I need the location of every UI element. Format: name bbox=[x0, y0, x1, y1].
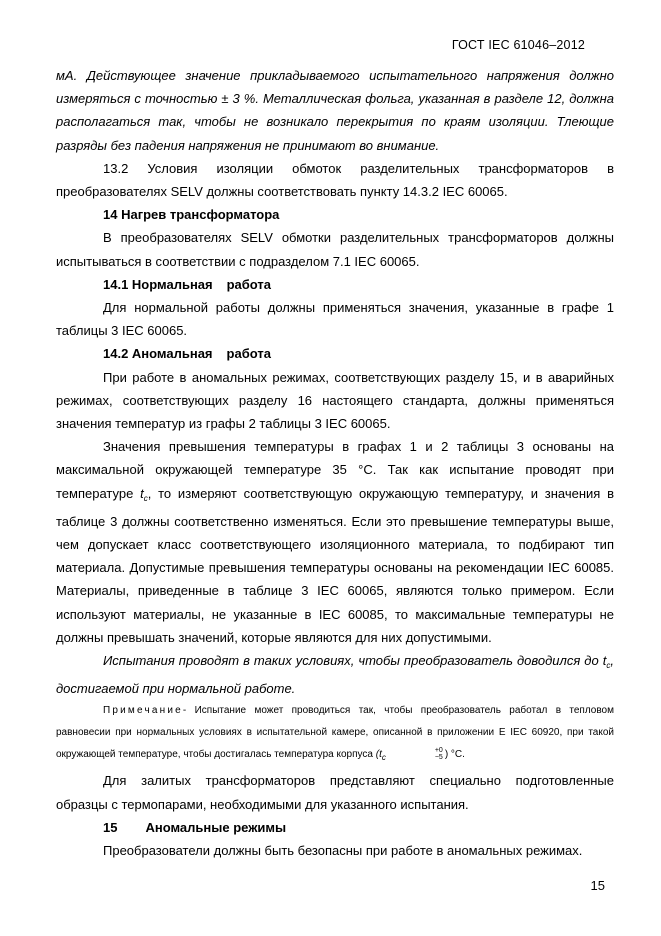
paragraph-temperature-rise-a: Значения превышения температуры в графах 1 и 2 таблицы 3 основаны на максимальной окружающей температуре 35 °С. Так как испытание проводят при температуре bbox=[56, 439, 614, 501]
page-number: 15 bbox=[590, 878, 605, 893]
symbol-tc-sub: c bbox=[143, 493, 148, 503]
note-dash: - bbox=[182, 705, 187, 717]
note-formula-open: (t bbox=[375, 749, 382, 761]
document-code: ГОСТ IEC 61046–2012 bbox=[451, 38, 585, 52]
paragraph-14-1: Для нормальной работы должны применяться значения, указанные в графе 1 таблицы 3 IEC 60065. bbox=[56, 300, 614, 339]
paragraph-test-voltage: мА. Действующее значение прикладываемого испытательного напряжения должно измеряться с точностью ± 3 %. Металлическая фольга, указанная в разделе 12, должна располагаться так, чтобы не возникало перекрытия по краям изоляции. Тлеющие разряды без падения напряжения не принимают во внимание. bbox=[56, 68, 614, 153]
symbol-tc-t: t bbox=[140, 485, 144, 501]
note-label: Примечание bbox=[103, 705, 183, 717]
heading-15 bbox=[56, 816, 614, 839]
paragraph-test-conditions bbox=[56, 649, 614, 700]
paragraph-test-conditions-b: , достигаемой при нормальной работе. bbox=[56, 653, 614, 697]
paragraph-temperature-rise bbox=[56, 435, 614, 649]
heading-14-2-word: работа bbox=[226, 346, 271, 362]
heading-14-1 bbox=[56, 273, 614, 296]
symbol-tc bbox=[140, 486, 148, 501]
note-tolerance-minus: −5 bbox=[434, 754, 443, 762]
paragraph-test-conditions-a: Испытания проводят в таких условиях, чтобы преобразователь доводился до bbox=[103, 653, 603, 669]
heading-15-title: Аномальные режимы bbox=[145, 819, 287, 835]
symbol-tc-2-t: t bbox=[602, 653, 607, 669]
note-formula-sub: c bbox=[381, 753, 386, 763]
paragraph-potted-transformers: Для залитых трансформаторов представляют специально подготовленные образцы с термопарами, необходимыми для указанного испытания. bbox=[56, 773, 614, 812]
symbol-tc-2-sub: c bbox=[606, 661, 611, 671]
heading-15-number: 15 bbox=[103, 819, 118, 835]
paragraph-14-intro: В преобразователях SELV обмотки разделительных трансформаторов должны испытываться в соответствии с подразделом 7.1 IEC 60065. bbox=[56, 230, 614, 269]
note-formula-close: ) °С. bbox=[444, 749, 465, 761]
paragraph-15: Преобразователи должны быть безопасны при работе в аномальных режимах. bbox=[103, 843, 583, 859]
heading-14-2-title: 14.2 Аномальная bbox=[103, 346, 213, 362]
note-tolerance bbox=[388, 747, 443, 761]
note-tolerance-plus: +0 bbox=[434, 747, 443, 755]
page-body bbox=[56, 64, 614, 862]
paragraph-13-2: 13.2 Условия изоляции обмоток разделительных трансформаторов в преобразователях SELV должны соответствовать пункту 14.3.2 IEC 60065. bbox=[56, 160, 614, 200]
heading-14: 14 Нагрев трансформатора bbox=[103, 207, 280, 223]
heading-14-1-title: 14.1 Нормальная bbox=[103, 276, 213, 292]
paragraph-temperature-rise-b: , то измеряют соответствующую окружающую температуру, и значения в таблице 3 должны соответственно изменяться. Если это превышение температуры выше, чем допускает класс соответствующего изоляционного материала, то подбирают тип материала. Допустимые превышения температуры основаны на рекомендации IEC 60085. Материалы, приведенные в таблице 3 IEC 60065, являются только примером. Если используют материалы, не указанные в IEC 60085, то максимальные температуры не должны превышать значений, которые являются для них допустимыми. bbox=[56, 485, 614, 645]
note bbox=[56, 700, 614, 769]
note-text: Испытание может проводиться так, чтобы преобразователь работал в тепловом равновесии при нормальных условиях в испытательной камере, описанной в приложении Е IEC 60920, при такой окружающей температуре, чтобы достигалась температура корпуса bbox=[56, 705, 614, 761]
heading-14-1-word: работа bbox=[226, 276, 272, 292]
heading-14-2 bbox=[56, 342, 614, 365]
paragraph-14-2: При работе в аномальных режимах, соответствующих разделу 15, и в аварийных режимах, соответствующих разделу 16 настоящего стандарта, должны применяться значения температур из графы 2 таблицы 3 IEC 60065. bbox=[56, 369, 614, 432]
